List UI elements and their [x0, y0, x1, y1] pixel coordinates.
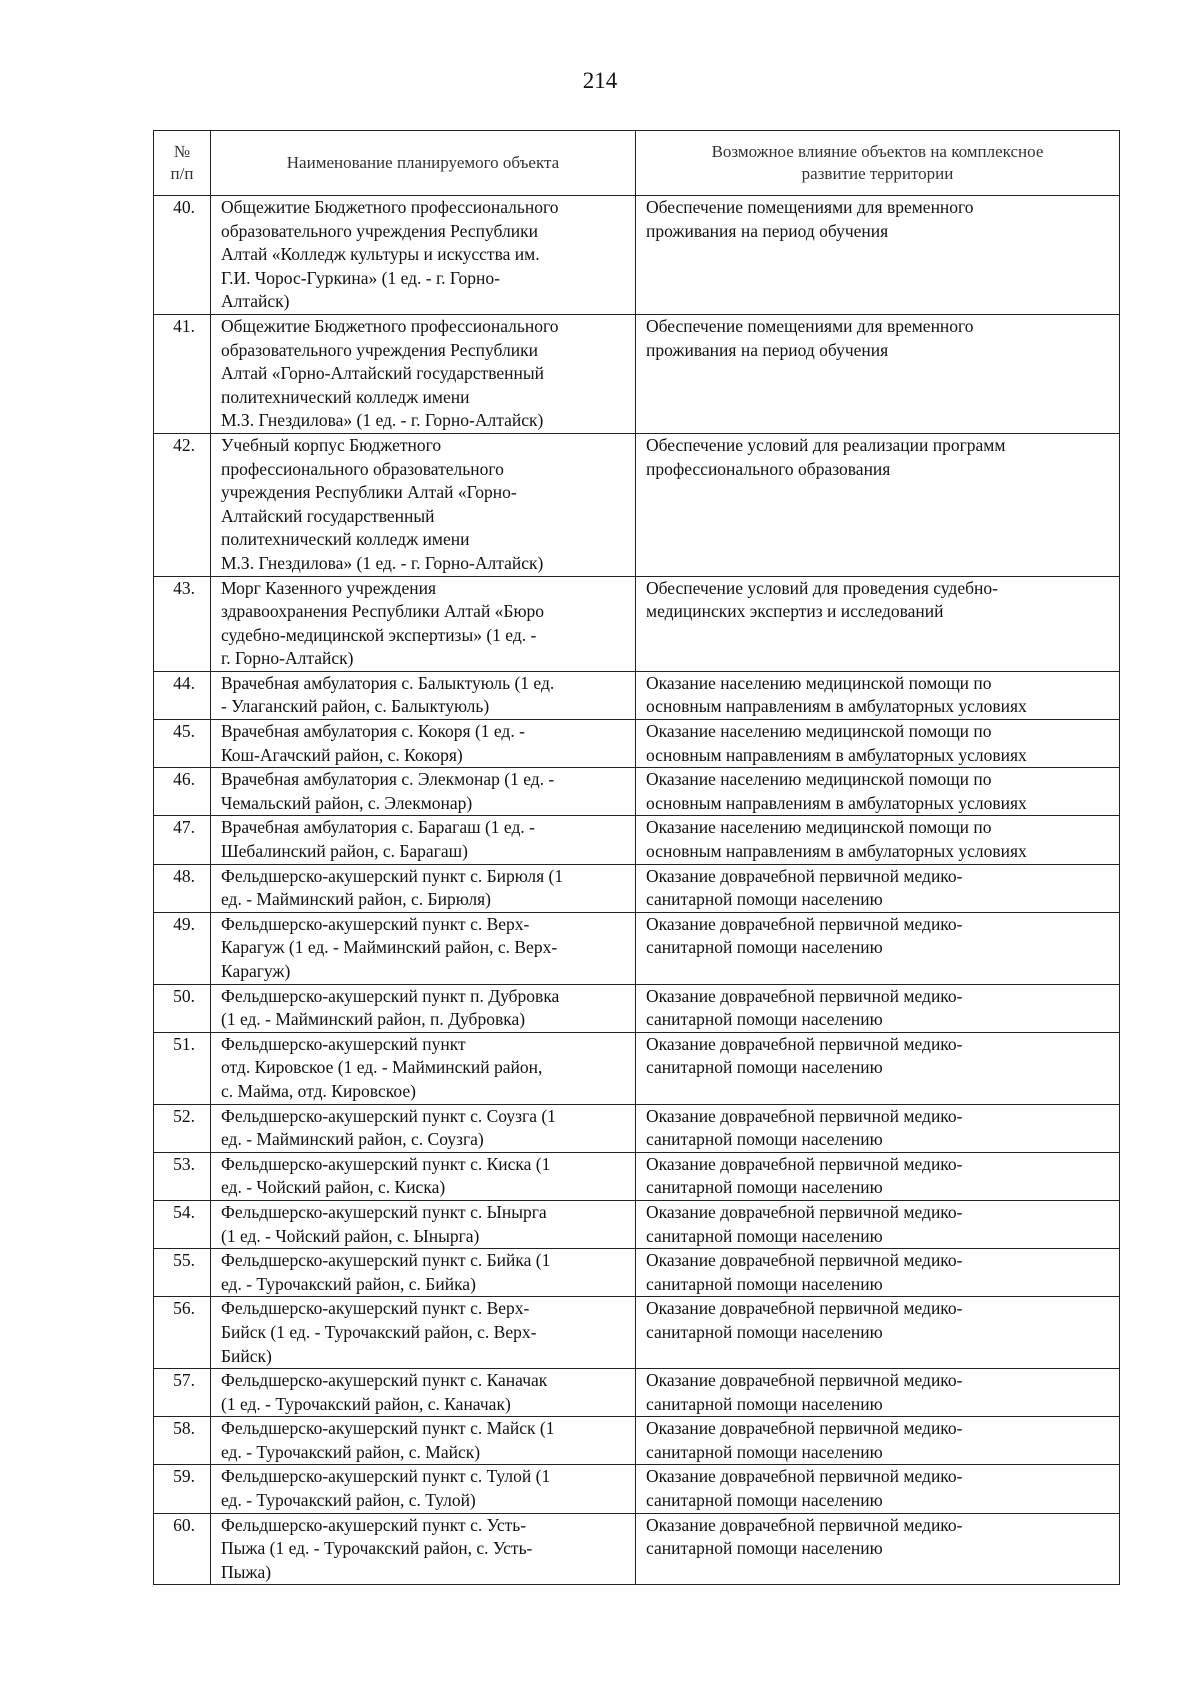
object-impact: Обеспечение условий для реализации программ профессионального образования: [636, 433, 1120, 576]
object-name: Фельдшерско-акушерский пункт с. Бирюля (1 ед. - Майминский район, с. Бирюля): [211, 864, 636, 912]
row-number: 48.: [154, 864, 211, 912]
object-name: Фельдшерско-акушерский пункт п. Дубровка (1 ед. - Майминский район, п. Дубровка): [211, 984, 636, 1032]
object-impact: Оказание доврачебной первичной медико- санитарной помощи населению: [636, 864, 1120, 912]
object-name: Общежитие Бюджетного профессионального образовательного учреждения Республики Алтай «Горно-Алтайский государственный политехнический колледж имени М.З. Гнездилова» (1 ед. - г. Горно-Алтайск): [211, 314, 636, 433]
row-number: 54.: [154, 1200, 211, 1248]
row-number: 42.: [154, 433, 211, 576]
row-number: 51.: [154, 1032, 211, 1104]
object-impact: Обеспечение помещениями для временного проживания на период обучения: [636, 314, 1120, 433]
object-name: Врачебная амбулатория с. Барагаш (1 ед. - Шебалинский район, с. Барагаш): [211, 816, 636, 864]
object-name: Фельдшерско-акушерский пункт с. Киска (1 ед. - Чойский район, с. Киска): [211, 1152, 636, 1200]
object-name: Учебный корпус Бюджетного профессионального образовательного учреждения Республики Алтай «Горно- Алтайский государственный политехнический колледж имени М.З. Гнездилова» (1 ед. - г. Горно-Алтайск): [211, 433, 636, 576]
object-name: Врачебная амбулатория с. Балыктуюль (1 ед. - Улаганский район, с. Балыктуюль): [211, 671, 636, 719]
table-row: [154, 314, 1120, 433]
object-name: Фельдшерско-акушерский пункт с. Верх- Карагуж (1 ед. - Майминский район, с. Верх- Карагуж): [211, 912, 636, 984]
row-number: 58.: [154, 1417, 211, 1465]
row-number: 47.: [154, 816, 211, 864]
row-number: 53.: [154, 1152, 211, 1200]
row-number: 43.: [154, 576, 211, 671]
object-name: Врачебная амбулатория с. Элекмонар (1 ед. - Чемальский район, с. Элекмонар): [211, 768, 636, 816]
object-name: Фельдшерско-акушерский пункт с. Бийка (1 ед. - Турочакский район, с. Бийка): [211, 1249, 636, 1297]
object-impact: Обеспечение условий для проведения судебно- медицинских экспертиз и исследований: [636, 576, 1120, 671]
table-row: [154, 1249, 1120, 1297]
object-impact: Оказание доврачебной первичной медико- санитарной помощи населению: [636, 1249, 1120, 1297]
table-row: [154, 816, 1120, 864]
object-impact: Оказание доврачебной первичной медико- санитарной помощи населению: [636, 1032, 1120, 1104]
table-header-row: [154, 131, 1120, 196]
object-name: Фельдшерско-акушерский пункт отд. Кировское (1 ед. - Майминский район, с. Майма, отд. Кировское): [211, 1032, 636, 1104]
row-number: 46.: [154, 768, 211, 816]
objects-table: [153, 130, 1120, 1585]
object-impact: Оказание доврачебной первичной медико- санитарной помощи населению: [636, 1417, 1120, 1465]
table-row: [154, 864, 1120, 912]
table-row: [154, 912, 1120, 984]
object-name: Фельдшерско-акушерский пункт с. Майск (1 ед. - Турочакский район, с. Майск): [211, 1417, 636, 1465]
table-body: [154, 196, 1120, 1585]
table-row: [154, 1465, 1120, 1513]
row-number: 44.: [154, 671, 211, 719]
row-number: 52.: [154, 1104, 211, 1152]
object-impact: Оказание населению медицинской помощи по основным направлениям в амбулаторных условиях: [636, 671, 1120, 719]
object-name: Фельдшерско-акушерский пункт с. Верх- Бийск (1 ед. - Турочакский район, с. Верх- Бийск): [211, 1297, 636, 1369]
object-impact: Оказание доврачебной первичной медико- санитарной помощи населению: [636, 1513, 1120, 1585]
row-number: 59.: [154, 1465, 211, 1513]
object-impact: Оказание доврачебной первичной медико- санитарной помощи населению: [636, 1465, 1120, 1513]
table-row: [154, 1513, 1120, 1585]
object-impact: Оказание населению медицинской помощи по основным направлениям в амбулаторных условиях: [636, 816, 1120, 864]
table-row: [154, 196, 1120, 315]
object-impact: Оказание населению медицинской помощи по основным направлениям в амбулаторных условиях: [636, 768, 1120, 816]
object-name: Фельдшерско-акушерский пункт с. Соузга (1 ед. - Майминский район, с. Соузга): [211, 1104, 636, 1152]
table-row: [154, 1152, 1120, 1200]
object-impact: Оказание доврачебной первичной медико- санитарной помощи населению: [636, 1200, 1120, 1248]
row-number: 45.: [154, 720, 211, 768]
table-row: [154, 1297, 1120, 1369]
table-row: [154, 1032, 1120, 1104]
object-impact: Оказание населению медицинской помощи по основным направлениям в амбулаторных условиях: [636, 720, 1120, 768]
table-row: [154, 576, 1120, 671]
row-number: 41.: [154, 314, 211, 433]
row-number: 49.: [154, 912, 211, 984]
object-impact: Оказание доврачебной первичной медико- санитарной помощи населению: [636, 1369, 1120, 1417]
object-name: Фельдшерско-акушерский пункт с. Тулой (1 ед. - Турочакский район, с. Тулой): [211, 1465, 636, 1513]
row-number: 50.: [154, 984, 211, 1032]
object-name: Общежитие Бюджетного профессионального образовательного учреждения Республики Алтай «Колледж культуры и искусства им. Г.И. Чорос-Гуркина» (1 ед. - г. Горно- Алтайск): [211, 196, 636, 315]
row-number: 40.: [154, 196, 211, 315]
object-name: Фельдшерско-акушерский пункт с. Усть- Пыжа (1 ед. - Турочакский район, с. Усть- Пыжа): [211, 1513, 636, 1585]
row-number: 56.: [154, 1297, 211, 1369]
table-row: [154, 1369, 1120, 1417]
object-impact: Оказание доврачебной первичной медико- санитарной помощи населению: [636, 1104, 1120, 1152]
table-row: [154, 1104, 1120, 1152]
object-impact: Оказание доврачебной первичной медико- санитарной помощи населению: [636, 912, 1120, 984]
object-impact: Оказание доврачебной первичной медико- санитарной помощи населению: [636, 984, 1120, 1032]
table-row: [154, 768, 1120, 816]
object-impact: Обеспечение помещениями для временного проживания на период обучения: [636, 196, 1120, 315]
row-number: 60.: [154, 1513, 211, 1585]
object-impact: Оказание доврачебной первичной медико- санитарной помощи населению: [636, 1152, 1120, 1200]
header-name: Наименование планируемого объекта: [211, 131, 636, 196]
object-name: Фельдшерско-акушерский пункт с. Каначак (1 ед. - Турочакский район, с. Каначак): [211, 1369, 636, 1417]
object-name: Врачебная амбулатория с. Кокоря (1 ед. - Кош-Агачский район, с. Кокоря): [211, 720, 636, 768]
table-row: [154, 671, 1120, 719]
object-name: Морг Казенного учреждения здравоохранения Республики Алтай «Бюро судебно-медицинской экспертизы» (1 ед. - г. Горно-Алтайск): [211, 576, 636, 671]
row-number: 55.: [154, 1249, 211, 1297]
page-number: 214: [582, 68, 618, 93]
table-row: [154, 1417, 1120, 1465]
row-number: 57.: [154, 1369, 211, 1417]
header-impact: Возможное влияние объектов на комплексное развитие территории: [636, 131, 1120, 196]
table-row: [154, 433, 1120, 576]
object-impact: Оказание доврачебной первичной медико- санитарной помощи населению: [636, 1297, 1120, 1369]
table-row: [154, 984, 1120, 1032]
table-row: [154, 1200, 1120, 1248]
object-name: Фельдшерско-акушерский пункт с. Ынырга (1 ед. - Чойский район, с. Ынырга): [211, 1200, 636, 1248]
header-num: № п/п: [154, 131, 211, 196]
table-row: [154, 720, 1120, 768]
